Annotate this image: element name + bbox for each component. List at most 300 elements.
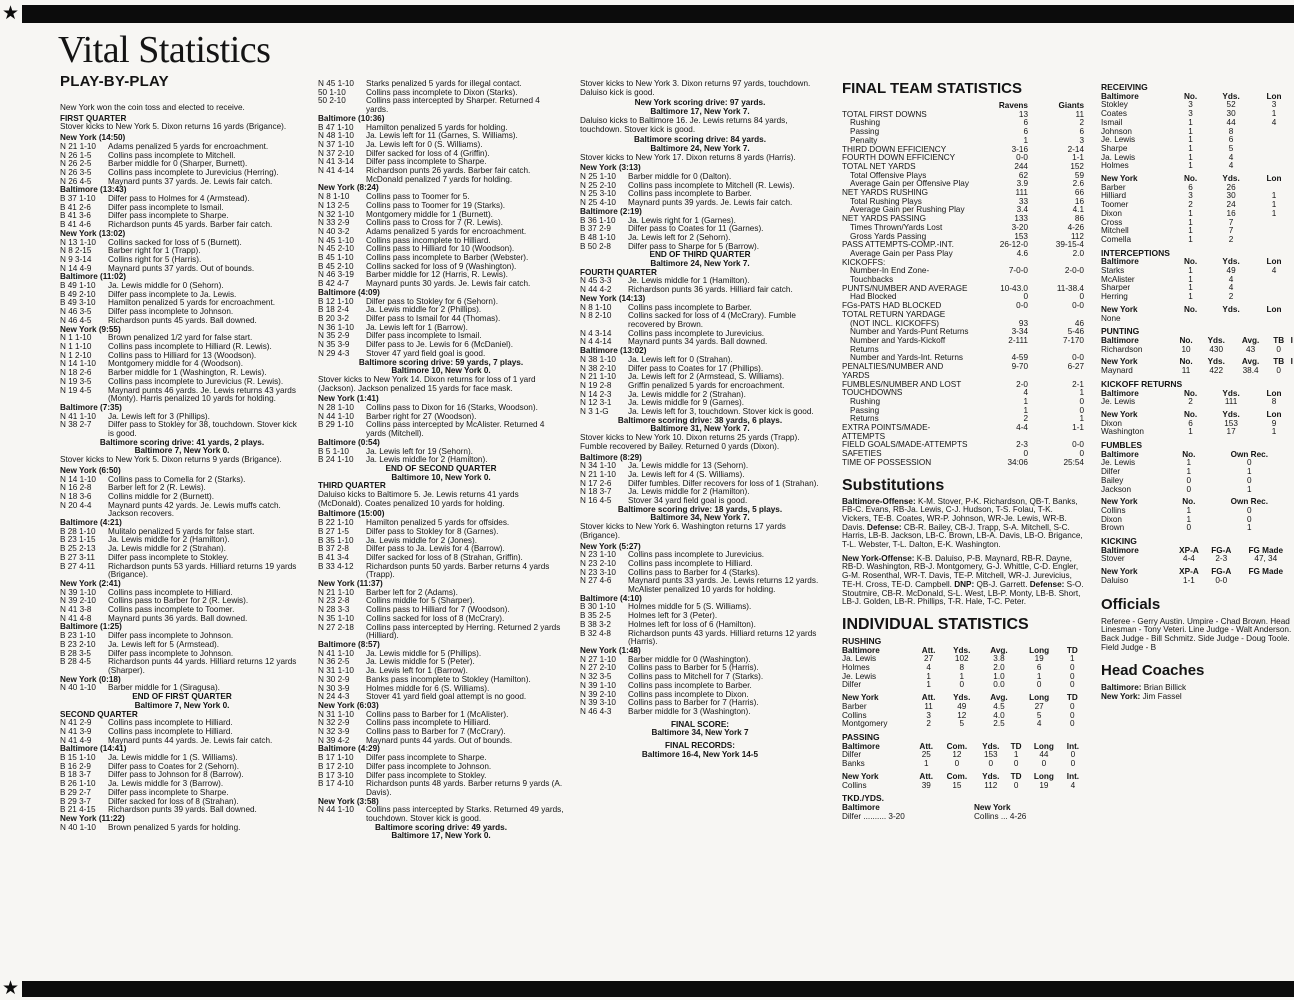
play-down: B 18 3-7 [60,770,91,780]
stat-label: Average Gain per Pass Play [850,248,953,258]
stat-label: TOTAL FIRST DOWNS [842,109,927,119]
player-name: Coates [1101,109,1127,119]
play-down: N 44 1-10 [318,411,354,421]
play-text: Collins pass incomplete to Dixon. [628,689,749,699]
stat-value: 0 [1070,759,1076,769]
column-header: Yds. [1222,388,1240,398]
star-icon: ★ [2,2,20,24]
play-down: B 37 1-10 [60,194,96,204]
play-text: Collins pass incomplete to Jurevicius. [628,328,765,338]
play-text: Collins pass to Hilliard for 7 (Woodson). [366,605,510,615]
column-header: Avg. [990,645,1008,655]
play-text: Ja. Lewis left for 1 (Barrow). [366,322,468,332]
column-header: Lon [1266,257,1282,267]
player-row [1101,162,1294,171]
stat-ravens: 33 [1018,196,1028,206]
drive-header: New York (0:18) [60,674,121,684]
play-down: B 36 1-10 [580,215,616,225]
play-down: N 37 2-10 [318,148,354,158]
drive-header: Baltimore (4:10) [580,593,642,603]
player-row [1101,486,1294,495]
stat-value: 1 [1188,152,1193,162]
play-down: B 41 4-6 [60,220,91,230]
stat-value: 47, 34 [1254,554,1278,564]
play-down: N 35 3-9 [318,340,350,350]
play-text: Barber middle for 1 (Siragusa). [108,683,220,693]
stat-value: 0 [954,759,960,769]
play-text: Barber left for 2 (Adams). [366,587,458,597]
play-text: Dilfer pass to Stokley for 8 (Garnes). [366,526,499,536]
score-summary: Baltimore 7, New York 0. [134,446,230,456]
play-down: N 41 4-8 [60,613,92,623]
play-text: Ja. Lewis left for 11 (Garnes, S. Williams). [366,131,518,141]
player-name: Johnson [1101,126,1132,136]
team-name: Baltimore [842,741,880,751]
player-name: Collins [1101,505,1126,515]
column-header: Yds. [1222,257,1240,267]
play-down: B 49 3-10 [60,298,96,308]
stat-value: 0 [959,680,965,690]
player-row [1101,136,1294,145]
play-down: N 35 2-9 [318,331,350,341]
stat-value: 27 [924,654,934,664]
player-name: Starks [1101,266,1125,276]
stat-table [1101,451,1294,495]
stat-value: 4 [1271,117,1277,127]
play-down: B 29 2-7 [60,787,91,797]
stat-value: 0 [1070,710,1075,720]
head-coaches-title: Head Coaches [1101,662,1205,680]
kicking-label: KICKING [1101,536,1137,547]
play-line [580,630,820,647]
stat-value [1254,154,1294,163]
stat-value: 43 [1246,344,1256,354]
play-down: N 46 4-5 [60,315,92,325]
play-text: Hamilton penalized 5 yards for offsides. [366,518,510,528]
play-down: N 27 4-6 [580,576,612,586]
play-text: Dilfer pass incomplete to Stokley. [108,552,229,562]
play-down: B 29 3-7 [60,796,91,806]
column-header: Lon [1266,91,1282,101]
drive-header: New York (14:13) [580,293,646,303]
play-down: N 41 1-10 [60,411,96,421]
stat-giants: 39-15-4 [1055,240,1084,250]
play-text: Collins pass to Barber for 7 (McCrary). [366,727,506,737]
stat-label: Times Thrown/Yards Lost [850,222,943,232]
play-down: B 41 2-6 [60,202,91,212]
score-summary: Baltimore scoring drive: 84 yards. [634,135,766,145]
play-down: B 49 2-10 [60,289,96,299]
stat-ravens: 62 [1018,170,1028,180]
play-text: Dilfer pass to Holmes for 4 (Armstead). [108,194,250,204]
stat-ravens: 1 [1023,405,1028,415]
team-stat-row [842,424,1084,441]
play-down: B 17 4-10 [318,779,354,789]
player-name: Ja. Lewis [842,654,877,664]
stat-label: Rushing [850,396,881,406]
stat-ravens: 2-3 [1016,440,1028,450]
play-text: Richardson punts 50 yards. Barber returns 4 yards (Trapp). [366,561,550,580]
play-down: N 18 2-6 [60,368,92,378]
stat-ravens: 2-111 [1008,335,1028,345]
stat-value: 0 [1041,759,1047,769]
play-line [318,167,564,184]
stat-value: 30 [1226,191,1236,201]
stat-giants: 2-0-0 [1064,266,1084,276]
play-text: Dilfer pass incomplete to Ismail. [108,202,224,212]
play-down: N 39 2-10 [60,596,96,606]
play-note: Stover kicks to New York 10. Dixon returns 25 yards (Trapp). Fumble recovered by Bailey. Returned 0 yards (Dixon). [580,433,800,451]
stat-table [1101,498,1294,533]
play-text: Stover 41 yard field goal attempt is no good. [366,692,527,702]
play-text: Collins pass incomplete to Hilliard. [366,235,491,245]
column-header: Avg. [1241,335,1260,345]
play-text: Collins right for 5 (Harris). [108,254,202,264]
play-line [318,780,564,797]
stat-table [842,743,1084,769]
stat-value: 4 [1228,152,1234,162]
stat-value: 1 [1188,135,1193,145]
stat-value: 153 [1224,418,1238,428]
play-text: Collins pass incomplete to Hilliard. [108,718,233,728]
player-name: Sharpe [1101,143,1128,153]
play-text: Richardson punts 44 yards. Hilliard returns 12 yards (Sharper). [108,657,297,675]
column-header: XP-A [1179,567,1199,577]
play-text: Maynard punts 44 yards. Out of bounds. [366,735,513,745]
stat-value: 3.8 [993,654,1005,664]
play-down: B 49 1-10 [60,281,96,291]
drive-header: New York (2:41) [60,578,121,588]
star-icon: ★ [2,977,20,999]
stat-ravens: 0-0 [1016,301,1028,311]
player-row [1101,110,1294,119]
play-down: N 24 4-3 [318,692,350,702]
score-summary: Baltimore scoring drive: 38 yards, 6 plays. [617,415,783,425]
stat-value: 11 [924,701,933,711]
column-header: Yds. [953,645,971,655]
play-down: N 39 1-10 [60,587,96,597]
stat-value: 1 [1186,505,1192,515]
play-text: Collins pass to Hilliard for 10 (Woodson). [366,244,515,254]
drive-header: Baltimore (14:41) [60,744,127,754]
play-text: Ja. Lewis left for 0 (Strahan). [628,354,733,364]
play-text: Ja. Lewis middle for 0 (Sehorn). [108,281,224,291]
coach-baltimore: Baltimore: Brian Billick [1101,683,1187,693]
play-down: B 24 1-10 [318,455,354,465]
column-header: I [1290,357,1293,367]
player-row [1101,192,1294,201]
play-text: Maynard punts 33 yards. Je. Lewis returns 12 yards. McAlister penalized 10 yards for holding. [628,576,819,595]
page-subtitle: PLAY-BY-PLAY [60,73,169,90]
kicking-tables [1101,547,1294,586]
column-header: Yds. [1222,91,1240,101]
stat-giants: 16 [1074,196,1084,206]
stat-ravens: 1 [1023,396,1028,406]
stats-column [842,80,1084,825]
stat-giants: 66 [1074,188,1084,198]
stat-giants: 0 [1079,396,1084,406]
page-title: Vital Statistics [58,29,271,71]
play-text: Dilfer sacked for loss of 4 (Griffin). [366,148,490,158]
score-summary: Baltimore scoring drive: 18 yards, 5 plays. [617,504,783,514]
stat-value: 0 [1247,514,1252,524]
score-summary: END OF THIRD QUARTER [649,250,751,260]
play-down: N 14 2-3 [580,389,612,399]
stat-value: 11 [1181,366,1191,376]
stat-value: 4 [1228,274,1234,284]
player-name: Ja. Lewis [1101,152,1136,162]
play-text: Dilfer pass incomplete to Sharpe. [108,211,229,221]
play-text: Brown penalized 1/2 yard for false start. [108,333,253,343]
play-text: Richardson punts 26 yards. Barber fair catch. McDonald penalized 7 yards for holding. [366,166,531,184]
stat-ravens: 93 [1018,318,1028,328]
play-text: Collins pass to Barber for 7 (Harris). [628,698,759,708]
subs-new-york: New York-Offense: K-B. Daluiso, P-B. Maynard, RB-R. Dayne, RB-D. Washington, RB-J. Montgomery, G-J. Whittle, C-D. Engler, G-M. Rosenthal, WR-T. Davis, TE-P. Mitchell, WR-J. Jurevicius, TE-H. Cross, TE-D. Campbell. DNP: QB-J. Garrett. Defense: S-O. Stoutmire, CB-R. McDonald, S-L. West, LB-P. Monty, LB-B. Short, LB-J. Golden, LB-R. Phillips, T-R. Hale, T-C. Peter. [842,553,1084,607]
play-down: B 47 1-10 [318,122,354,132]
stat-value: 0 [1013,759,1019,769]
play-text: Collins pass incomplete to Hilliard. [108,726,233,736]
stat-value: 2.0 [993,663,1005,673]
play-text: Ja. Lewis middle for 2 (Strahan). [628,389,746,399]
column-header: Com. [946,771,968,781]
stat-table [1101,306,1294,323]
stat-value: 1 [1188,117,1193,127]
drive-header: FOURTH QUARTER [580,267,657,277]
play-down: B 32 4-8 [580,628,611,638]
column-header: No. [1183,91,1198,101]
team-name: New York [842,771,879,781]
stat-value: 1 [1271,200,1277,210]
stat-value: 7 [1228,217,1234,227]
player-name: Bailey [1101,475,1124,485]
stat-giants: 2.0 [1072,248,1084,258]
play-down: B 35 1-10 [318,535,354,545]
stat-ravens: 13 [1018,109,1028,119]
stat-value: 39 [921,780,931,790]
play-down: N 32 3-5 [580,672,612,682]
stat-value: 0 [1276,344,1281,354]
stat-value: 4 [1228,161,1234,171]
play-down: B 25 2-13 [60,544,96,554]
stat-label: TIME OF POSSESSION [842,457,932,467]
play-down: N 38 2-7 [60,420,92,430]
play-text: Starks penalized 5 yards for illegal contact. [366,79,522,88]
play-text: Stover 34 yard field goal is good. [628,496,748,506]
play-down: N 8 1-10 [318,192,350,202]
stat-table [1101,568,1294,585]
play-down: B 23 1-10 [60,631,96,641]
player-name: Barber [1101,182,1126,192]
play-text: Richardson punts 45 yards. Ball downed. [108,315,257,325]
play-text: Collins pass incomplete to Barber (Webster). [366,253,529,263]
column-header: Int. [1066,771,1080,781]
play-down: N 19 2-8 [580,380,612,390]
stat-value: 430 [1209,344,1224,354]
play-text: Dilfer sacked for loss of 8 (Strahan). [108,796,239,806]
play-down: N 41 1-10 [318,648,354,658]
stat-value: 44 [1039,750,1049,760]
play-down: N 40 3-2 [318,226,350,236]
coach-new-york: New York: Jim Fassel [1101,692,1182,702]
play-down: B 45 2-10 [318,261,354,271]
score-summary: Baltimore 7, New York 0. [134,700,230,710]
player-row [1101,101,1294,110]
stat-value: 16 [1226,208,1236,218]
stat-value: 4-4 [1183,554,1195,564]
play-line [318,97,564,114]
play-down: B 37 2-8 [318,544,349,554]
play-down: N 39 1-10 [580,680,616,690]
stat-value: 27 [1034,701,1044,711]
team-name: New York [1101,409,1138,419]
player-name: Dixon [1101,418,1122,428]
team-name: New York [1101,357,1138,367]
play-down: N 41 2-9 [60,718,92,728]
column-header: Yds. [1207,335,1225,345]
stat-ravens: 4.6 [1016,248,1028,258]
play-down: B 28 4-5 [60,657,91,667]
stat-value: 4.5 [993,701,1005,711]
score-summary: Baltimore 10, New York 0. [391,366,491,376]
stat-value: 4.0 [993,710,1005,720]
stat-value: 2-3 [1215,554,1228,564]
play-line [318,563,564,580]
score-summary: Baltimore 17, New York 0. [391,831,491,841]
play-text: Collins sacked for loss of 9 (Washington). [366,261,517,271]
stat-value [1254,276,1294,285]
play-text: Collins pass incomplete to Mitchell. [108,150,236,160]
play-text: Collins pass intercepted by Sharper. Returned 4 yards. [366,96,540,115]
stat-value: 8 [1271,397,1277,407]
player-row [842,782,1084,791]
stat-ravens: 2 [1023,414,1028,424]
team-stat-row [842,459,1084,468]
play-text: Barber right for 1 (Trapp). [108,246,201,256]
play-by-play-column-2 [318,80,564,841]
stat-label: Returns [850,414,879,424]
score-summary: Baltimore 16-4, New York 14-5 [641,749,759,759]
play-down: N 39 4-2 [318,735,350,745]
play-text: Maynard punts 42 yards. Je. Lewis muffs catch. Jackson recovers. [108,500,281,519]
play-note: New York won the coin toss and elected to receive. [60,103,245,112]
play-text: Dilfer pass incomplete to Sharpe. [108,787,229,797]
play-note: Stover kicks to New York 14. Dixon returns for loss of 1 yard (Jackson). Jackson penalized 15 yards for face mask. [318,374,536,393]
stat-table [1101,175,1294,245]
play-line [60,387,304,404]
player-name: Hilliard [1101,191,1127,201]
stat-value: 1 [1036,671,1042,681]
play-text: Dilfer sacked for loss of 8 (Strahan, Griffin). [366,552,523,562]
player-name: Jackson [1101,484,1132,494]
play-text: Holmes left for loss of 6 (Hamilton). [628,619,756,629]
stat-value: 0 [1070,701,1075,711]
stat-ravens: 0 [1023,449,1028,459]
stat-value: 1 [1186,467,1192,477]
play-text: Collins pass to Barber for 4 (Starks). [628,567,760,577]
column-header: No. [1183,257,1198,267]
play-down: B 37 2-9 [580,224,611,234]
stat-value: 112 [984,780,998,790]
play-text: Barber middle for 0 (Sharper, Burnett). [108,159,248,169]
play-down: B 12 1-10 [318,296,354,306]
stat-label: Total Rushing Plays [850,196,922,206]
stat-ravens: 0 [1023,292,1028,302]
play-text: Collins pass incomplete to Jurevicius (R. Lewis). [108,376,284,386]
play-line [580,312,820,329]
play-down: N 13 2-5 [318,200,350,210]
stat-value [1254,293,1294,302]
column-header: No. [1179,357,1193,367]
stat-table [842,694,1084,729]
play-down: B 29 1-10 [318,420,354,430]
drive-header: New York (3:13) [580,163,641,173]
stat-value: 6 [1036,663,1042,673]
play-down: B 26 1-10 [60,779,96,789]
subs-baltimore: Baltimore-Offense: K-M. Stover, P-K. Richardson, QB-T. Banks, FB-C. Evans, RB-Ja. Lewis, C-J. Hudson, T-S. Folau, T-K. Vickers, TE-B. Coates, WR-P. Johnson, WR-Je. Lewis, WR-B. Davis. Defense: CB-R. Bailey, CB-J. Trapp, S-A. Mitchell, S-C. Harris, LB-B. Jackson, LB-C. Brown, LB-A. Davis, LB-O. Brigance, T-L. Webster, T-L. Dalton, E-K. Washington. [842,496,1083,550]
column-header: Long [1029,645,1050,655]
stat-value: 111 [1224,397,1238,407]
play-down: N 46 4-3 [580,706,612,716]
stat-value: 1 [1188,274,1193,284]
player-name: Collins [842,780,867,790]
stat-label: Passing [850,127,880,137]
column-header: I [1290,335,1293,345]
passing-tables [842,743,1084,791]
drive-header: Baltimore (7:35) [60,402,122,412]
play-text: Ja. Lewis left for 3 (Phillips). [108,411,210,421]
play-text: Maynard punts 37 yards. Je. Lewis fair catch. [108,176,273,186]
play-down: N 32 1-10 [318,209,354,219]
play-down: B 45 1-10 [318,253,354,263]
stat-value: 0 [1186,475,1192,485]
stat-giants: 0-0 [1072,301,1084,311]
drive-header: New York (11:22) [60,813,125,823]
drive-header: Baltimore (1:25) [60,622,122,632]
column-header: Yds. [1222,409,1240,419]
stat-value: 0 [1276,366,1281,376]
play-down: B 18 2-4 [318,305,349,315]
play-down: N 26 2-5 [60,159,92,169]
play-text: Dilfer pass incomplete to Stokley. [366,770,487,780]
play-text: Richardson punts 45 yards. Barber fair catch. [108,220,273,230]
team-name: Baltimore [842,645,880,655]
stat-ravens: 6 [1023,127,1028,137]
play-down: N 21 1-10 [318,587,354,597]
play-down: N 25 3-10 [580,189,616,199]
stat-ravens: 244 [1014,161,1028,171]
stat-ravens: 2-0 [1016,379,1028,389]
play-text: Maynard punts 46 yards. Je. Lewis returns 43 yards (Monty). Harris penalized 10 yards for holding. [108,385,296,404]
player-name: Toomer [1101,200,1129,210]
team-stat-row [842,128,1084,137]
play-text: Dilfer pass to Sharpe for 5 (Barrow). [628,241,760,251]
stat-label: SAFETIES [842,449,882,459]
column-header: No. [1183,388,1198,398]
stat-value: 2 [926,719,931,729]
stat-value: 1 [1188,143,1193,153]
play-text: Collins pass intercepted by Herring. Returned 2 yards (Hilliard). [366,622,561,641]
stat-value [1254,227,1294,236]
team-name: Baltimore [1101,449,1139,459]
play-text: Hamilton penalized 5 yards for encroachment. [108,298,276,308]
stat-label: Number and Yards-Punt Returns [850,327,969,337]
play-down: N 25 2-10 [580,180,616,190]
player-name: Sharper [1101,283,1131,293]
stat-value: 1 [1186,458,1192,468]
play-text: Dilfer pass incomplete to Johnson. [108,307,234,317]
play-text: Dilfer pass incomplete to Sharpe. [366,753,487,763]
team-name: New York [1101,497,1138,507]
